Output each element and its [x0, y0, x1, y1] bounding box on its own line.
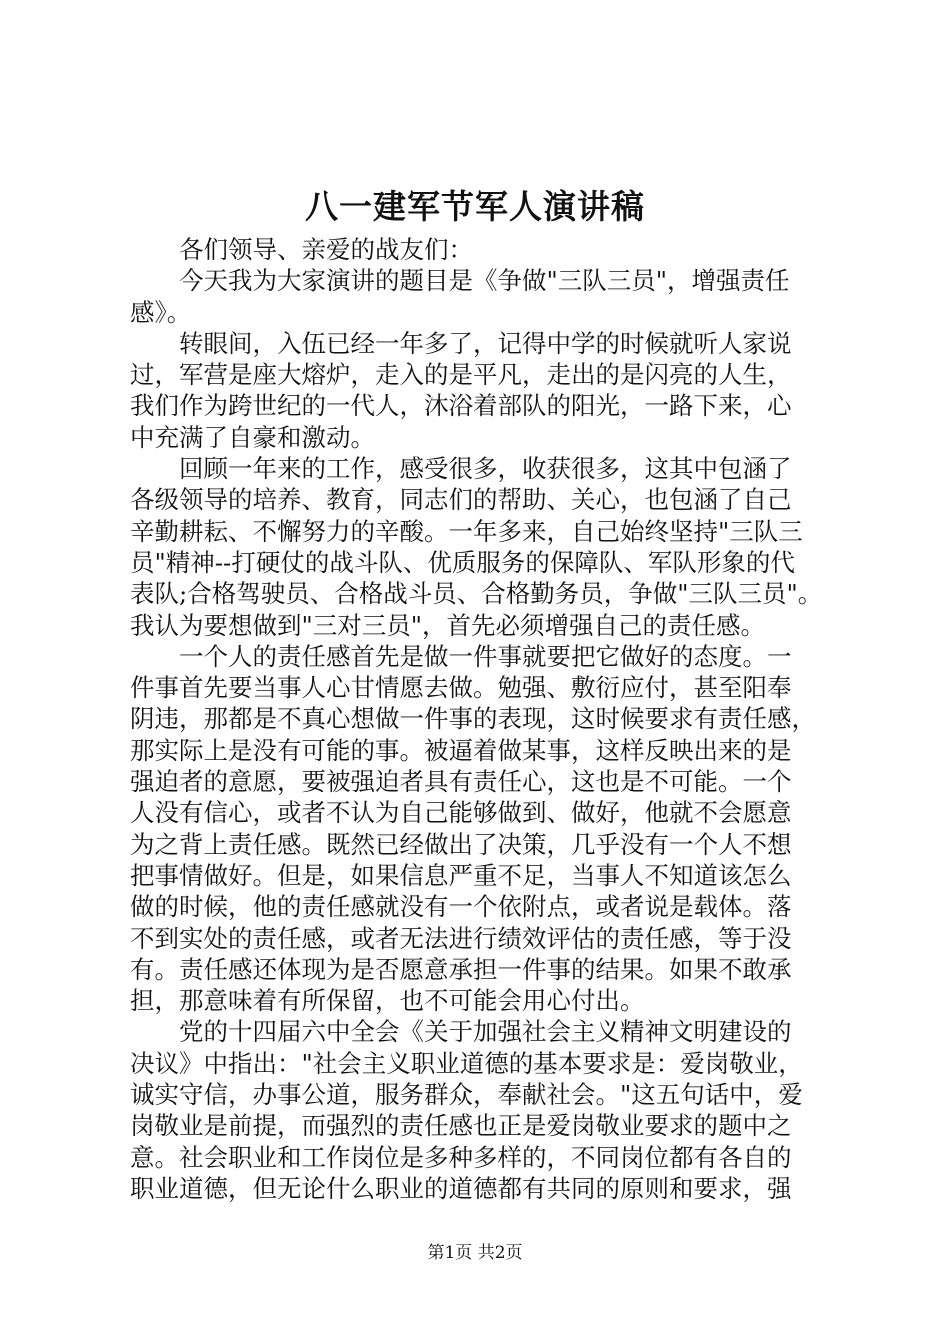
document-body — [130, 234, 850, 1204]
body-line: 有。责任感还体现为是否愿意承担一件事的结果。如果不敢承 — [130, 954, 792, 984]
body-line: 人没有信心，或者不认为自己能够做到、做好，他就不会愿意 — [130, 798, 792, 828]
body-line: 党的十四届六中全会《关于加强社会主义精神文明建设的 — [179, 1017, 792, 1047]
body-line: 员"精神--打硬仗的战斗队、优质服务的保障队、军队形象的代 — [130, 547, 795, 577]
body-line: 意。社会职业和工作岗位是多种多样的，不同岗位都有各自的 — [130, 1142, 792, 1172]
body-line: 中充满了自豪和激动。 — [130, 422, 375, 452]
body-line: 职业道德，但无论什么职业的道德都有共同的原则和要求，强 — [130, 1173, 792, 1203]
body-line: 我认为要想做到"三对三员"，首先必须增强自己的责任感。 — [130, 610, 766, 640]
body-line: 阴违，那都是不真心想做一件事的表现，这时候要求有责任感， — [130, 704, 816, 734]
body-line: 回顾一年来的工作，感受很多，收获很多，这其中包涵了 — [179, 454, 792, 484]
body-line: 决议》中指出："社会主义职业道德的基本要求是：爱岗敬业， — [130, 1048, 803, 1078]
body-line: 过，军营是座大熔炉，走入的是平凡，走出的是闪亮的人生， — [130, 360, 792, 390]
body-line: 各级领导的培养、教育，同志们的帮助、关心，也包涵了自己 — [130, 485, 792, 515]
body-line: 感》。 — [130, 297, 192, 327]
body-line: 为之背上责任感。既然已经做出了决策，几乎没有一个人不想 — [130, 829, 792, 859]
body-line: 我们作为跨世纪的一代人，沐浴着部队的阳光，一路下来，心 — [130, 391, 792, 421]
body-line: 那实际上是没有可能的事。被逼着做某事，这样反映出来的是 — [130, 735, 792, 765]
body-line: 表队;合格驾驶员、合格战斗员、合格勤务员，争做"三队三员"。 — [130, 579, 823, 609]
body-line: 各们领导、亲爱的战友们： — [179, 235, 473, 264]
document-title: 八一建军节军人演讲稿 — [305, 187, 645, 226]
body-line: 担，那意味着有所保留，也不可能会用心付出。 — [130, 986, 645, 1016]
body-line: 一个人的责任感首先是做一件事就要把它做好的态度。一 — [179, 641, 792, 671]
page-footer: 第1页 共2页 — [427, 1243, 523, 1263]
body-line: 今天我为大家演讲的题目是《争做"三队三员"，增强责任 — [179, 266, 790, 296]
body-line: 件事首先要当事人心甘情愿去做。勉强、敷衍应付，甚至阳奉 — [130, 673, 792, 703]
body-line: 强迫者的意愿，要被强迫者具有责任心，这也是不可能。一个 — [130, 767, 792, 797]
body-line: 做的时候，他的责任感就没有一个依附点，或者说是载体。落 — [130, 892, 792, 922]
body-line: 岗敬业是前提，而强烈的责任感也正是爱岗敬业要求的题中之 — [130, 1111, 792, 1141]
body-line: 把事情做好。但是，如果信息严重不足，当事人不知道该怎么 — [130, 860, 792, 890]
body-line: 转眼间，入伍已经一年多了，记得中学的时候就听人家说 — [179, 328, 792, 358]
body-line: 辛勤耕耘、不懈努力的辛酸。一年多来，自己始终坚持"三队三 — [130, 516, 803, 546]
body-line: 不到实处的责任感，或者无法进行绩效评估的责任感，等于没 — [130, 923, 792, 953]
body-line: 诚实守信，办事公道，服务群众，奉献社会。"这五句话中，爱 — [130, 1080, 803, 1110]
